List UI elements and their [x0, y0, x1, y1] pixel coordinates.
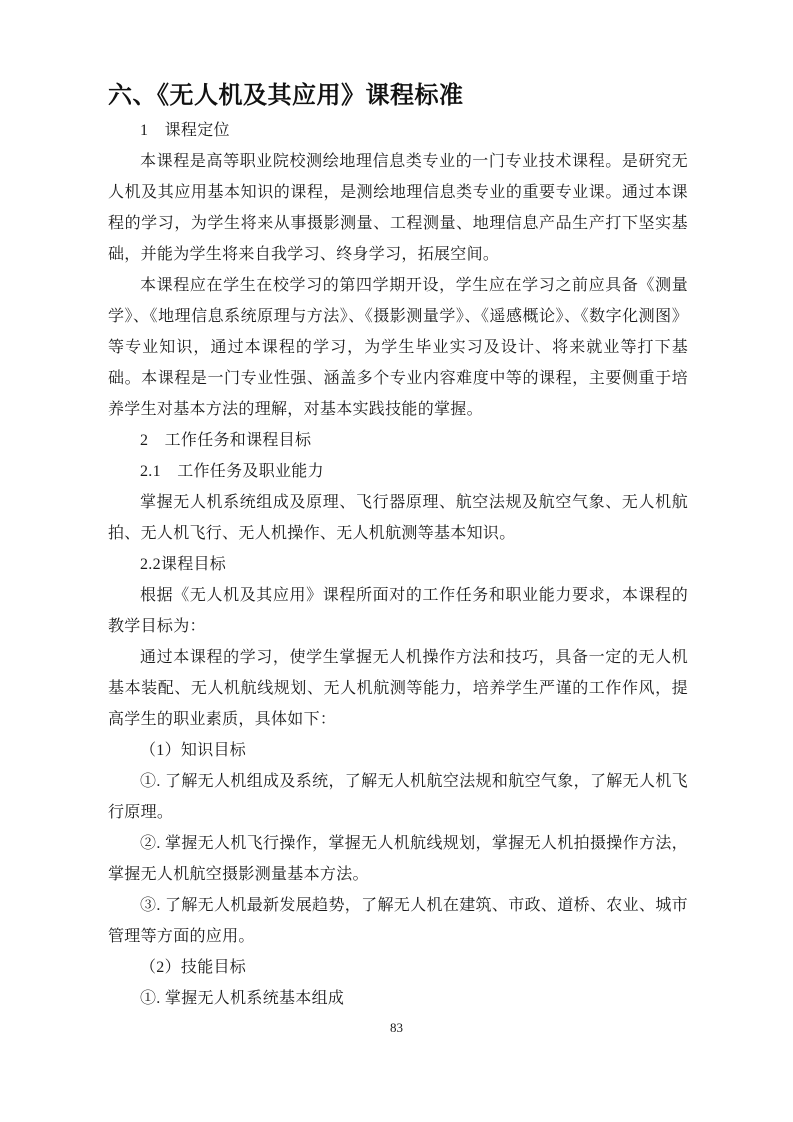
paragraph-knowledge-goal-2: ②. 掌握无人机飞行操作，掌握无人机航线规划，掌握无人机拍摄操作方法，掌握无人机航空摄影测量基本方法。: [108, 835, 688, 883]
paragraph-goals-detail: 通过本课程的学习，使学生掌握无人机操作方法和技巧，具备一定的无人机基本装配、无人机航线规划、无人机航测等能力，培养学生严谨的工作作风，提高学生的职业素质，具体如下：: [108, 649, 688, 728]
paragraph-course-position-1: 本课程是高等职业院校测绘地理信息类专业的一门专业技术课程。是研究无人机及其应用基本知识的课程，是测绘地理信息类专业的重要专业课。通过本课程的学习，为学生将来从事摄影测量、工程测量、地理信息产品生产打下坚实基础，并能为学生将来自我学习、终身学习，拓展空间。: [108, 153, 688, 263]
section-heading-knowledge-goals: （1）知识目标: [140, 742, 247, 759]
page-title: 六、《无人机及其应用》课程标准: [108, 82, 464, 109]
paragraph-tasks-ability: 掌握无人机系统组成及原理、飞行器原理、航空法规及航空气象、无人机航拍、无人机飞行、无人机操作、无人机航测等基本知识。: [108, 494, 688, 542]
document-content: [108, 80, 688, 1014]
paragraph-knowledge-goal-1: ①. 了解无人机组成及系统，了解无人机航空法规和航空气象，了解无人机飞行原理。: [108, 773, 688, 821]
section-heading-tasks-goals: 2 工作任务和课程目标: [140, 432, 312, 449]
page-number: 83: [390, 1020, 403, 1035]
paragraph-knowledge-goal-3: ③. 了解无人机最新发展趋势，了解无人机在建筑、市政、道桥、农业、城市管理等方面的应用。: [108, 897, 688, 945]
paragraph-course-position-2: 本课程应在学生在校学习的第四学期开设，学生应在学习之前应具备《测量学》、《地理信息系统原理与方法》、《摄影测量学》、《遥感概论》、《数字化测图》等专业知识，通过本课程的学习，为学生毕业实习及设计、将来就业等打下基础。本课程是一门专业性强、涵盖多个专业内容难度中等的课程，主要侧重于培养学生对基本方法的理解，对基本实践技能的掌握。: [108, 277, 688, 418]
section-heading-tasks-ability: 2.1 工作任务及职业能力: [140, 463, 324, 480]
section-heading-course-position: 1 课程定位: [140, 122, 230, 139]
paragraph-goals-intro: 根据《无人机及其应用》课程所面对的工作任务和职业能力要求，本课程的教学目标为：: [108, 587, 688, 635]
section-heading-course-goals: 2.2课程目标: [140, 556, 227, 573]
paragraph-skill-goal-1: ①. 掌握无人机系统基本组成: [140, 990, 345, 1007]
section-heading-skill-goals: （2）技能目标: [140, 959, 247, 976]
